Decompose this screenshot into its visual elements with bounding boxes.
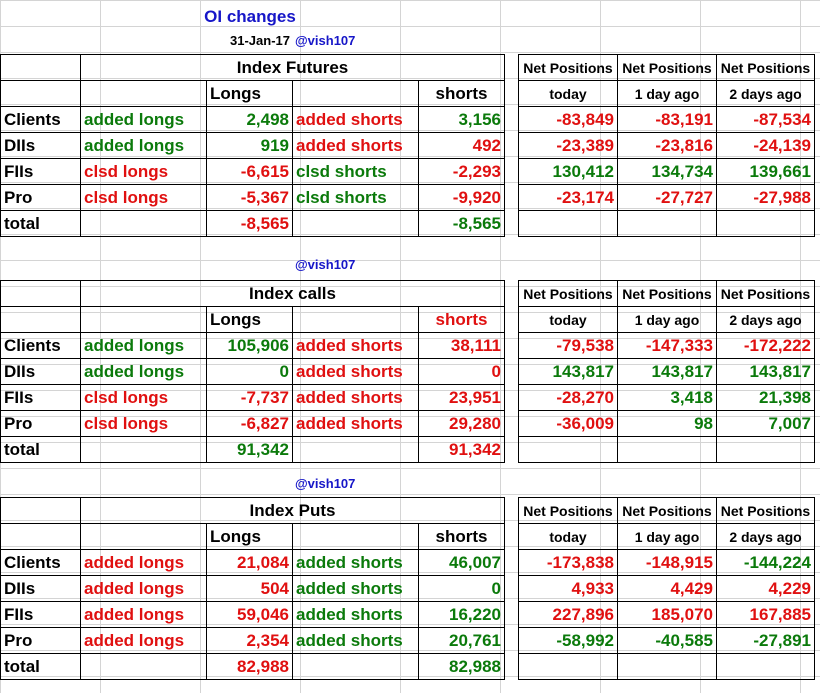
blank-cell (717, 211, 815, 237)
spacer-cell (505, 55, 519, 81)
total-row (1, 654, 815, 680)
net-position-value: -148,915 (618, 550, 717, 576)
total-row (1, 211, 815, 237)
blank-cell (519, 437, 618, 463)
blank-cell (717, 437, 815, 463)
participant-label: Clients (1, 107, 81, 133)
net-position-value: 21,398 (717, 385, 815, 411)
long-value: 2,498 (207, 107, 293, 133)
short-action-label: added shorts (293, 107, 419, 133)
spacer-cell (505, 628, 519, 654)
net-position-value: 4,429 (618, 576, 717, 602)
participant-label: Clients (1, 550, 81, 576)
net-position-value: 7,007 (717, 411, 815, 437)
net-positions-header: Net Positions (717, 55, 815, 81)
participant-label: DIIs (1, 359, 81, 385)
participant-label: Pro (1, 185, 81, 211)
total-short-value: 82,988 (419, 654, 505, 680)
blank-cell (717, 654, 815, 680)
net-positions-header: Net Positions (717, 281, 815, 307)
table-row (1, 576, 815, 602)
long-action-label: added longs (81, 133, 207, 159)
spacer-cell (505, 185, 519, 211)
short-value: -2,293 (419, 159, 505, 185)
long-value: -6,615 (207, 159, 293, 185)
total-long-value: -8,565 (207, 211, 293, 237)
net-position-value: -79,538 (519, 333, 618, 359)
table-row (1, 550, 815, 576)
net-period-header: 2 days ago (717, 81, 815, 107)
blank-cell (293, 307, 419, 333)
spacer-cell (505, 576, 519, 602)
net-period-header: 2 days ago (717, 524, 815, 550)
long-action-label: added longs (81, 628, 207, 654)
spacer-cell (505, 307, 519, 333)
blank-cell (1, 498, 81, 524)
longs-header: Longs (207, 81, 293, 107)
total-short-value: 91,342 (419, 437, 505, 463)
participant-label: Pro (1, 628, 81, 654)
short-action-label: clsd shorts (293, 185, 419, 211)
net-positions-header: Net Positions (519, 55, 618, 81)
net-position-value: -23,389 (519, 133, 618, 159)
blank-cell (618, 654, 717, 680)
total-label: total (1, 437, 81, 463)
table-row (1, 333, 815, 359)
spacer-cell (505, 602, 519, 628)
table-row (1, 185, 815, 211)
blank-cell (1, 81, 81, 107)
net-period-header: today (519, 307, 618, 333)
short-value: 16,220 (419, 602, 505, 628)
long-value: 919 (207, 133, 293, 159)
blank-cell (293, 211, 419, 237)
spacer-cell (505, 411, 519, 437)
short-action-label: clsd shorts (293, 159, 419, 185)
participant-label: FIIs (1, 602, 81, 628)
total-row (1, 437, 815, 463)
short-value: 3,156 (419, 107, 505, 133)
blank-cell (618, 437, 717, 463)
long-action-label: clsd longs (81, 185, 207, 211)
long-value: 504 (207, 576, 293, 602)
blank-cell (81, 654, 207, 680)
report-date: 31-Jan-17 (230, 33, 290, 48)
short-value: 0 (419, 576, 505, 602)
net-position-value: 143,817 (519, 359, 618, 385)
participant-label: FIIs (1, 385, 81, 411)
short-action-label: added shorts (293, 576, 419, 602)
short-value: 492 (419, 133, 505, 159)
blank-cell (81, 437, 207, 463)
total-short-value: -8,565 (419, 211, 505, 237)
net-position-value: -40,585 (618, 628, 717, 654)
longs-header: Longs (207, 307, 293, 333)
long-value: 2,354 (207, 628, 293, 654)
net-period-header: today (519, 81, 618, 107)
participant-label: DIIs (1, 576, 81, 602)
shorts-header: shorts (419, 307, 505, 333)
long-action-label: clsd longs (81, 411, 207, 437)
author-handle: @vish107 (295, 33, 356, 48)
net-position-value: -27,988 (717, 185, 815, 211)
blank-cell (81, 524, 207, 550)
total-label: total (1, 654, 81, 680)
blank-cell (519, 211, 618, 237)
long-value: -7,737 (207, 385, 293, 411)
spacer-cell (505, 281, 519, 307)
short-value: -9,920 (419, 185, 505, 211)
net-position-value: -23,816 (618, 133, 717, 159)
section-title-row (1, 281, 815, 307)
net-position-value: -144,224 (717, 550, 815, 576)
table-row (1, 133, 815, 159)
net-position-value: -28,270 (519, 385, 618, 411)
short-action-label: added shorts (293, 550, 419, 576)
net-position-value: -58,992 (519, 628, 618, 654)
blank-cell (81, 211, 207, 237)
short-value: 0 (419, 359, 505, 385)
spacer-cell (505, 333, 519, 359)
blank-cell (519, 654, 618, 680)
table-row (1, 602, 815, 628)
blank-cell (1, 307, 81, 333)
long-value: 21,084 (207, 550, 293, 576)
long-value: 59,046 (207, 602, 293, 628)
section-title: Index Puts (81, 498, 505, 524)
net-position-value: -172,222 (717, 333, 815, 359)
participant-label: Clients (1, 333, 81, 359)
spacer-cell (505, 437, 519, 463)
long-action-label: clsd longs (81, 385, 207, 411)
short-value: 20,761 (419, 628, 505, 654)
net-position-value: -147,333 (618, 333, 717, 359)
spacer-cell (505, 654, 519, 680)
net-position-value: 143,817 (717, 359, 815, 385)
short-action-label: added shorts (293, 333, 419, 359)
long-action-label: added longs (81, 576, 207, 602)
short-action-label: added shorts (293, 411, 419, 437)
table-row (1, 159, 815, 185)
short-action-label: added shorts (293, 359, 419, 385)
net-position-value: -173,838 (519, 550, 618, 576)
spacer-cell (505, 550, 519, 576)
long-action-label: clsd longs (81, 159, 207, 185)
short-action-label: added shorts (293, 602, 419, 628)
total-long-value: 82,988 (207, 654, 293, 680)
participant-label: Pro (1, 411, 81, 437)
section-title-row (1, 55, 815, 81)
net-position-value: -87,534 (717, 107, 815, 133)
spacer-cell (505, 81, 519, 107)
short-value: 38,111 (419, 333, 505, 359)
spacer-cell (505, 359, 519, 385)
net-positions-header: Net Positions (717, 498, 815, 524)
spacer-cell (505, 133, 519, 159)
oi-table (0, 280, 815, 463)
spacer-cell (505, 385, 519, 411)
long-value: -6,827 (207, 411, 293, 437)
table-row (1, 107, 815, 133)
net-period-header: 1 day ago (618, 81, 717, 107)
net-position-value: 143,817 (618, 359, 717, 385)
net-position-value: -27,891 (717, 628, 815, 654)
long-value: -5,367 (207, 185, 293, 211)
column-header-row (1, 81, 815, 107)
net-period-header: today (519, 524, 618, 550)
net-position-value: 134,734 (618, 159, 717, 185)
net-position-value: -27,727 (618, 185, 717, 211)
short-action-label: added shorts (293, 628, 419, 654)
short-value: 46,007 (419, 550, 505, 576)
participant-label: DIIs (1, 133, 81, 159)
net-positions-header: Net Positions (519, 498, 618, 524)
table-row (1, 359, 815, 385)
section-title-row (1, 498, 815, 524)
net-period-header: 2 days ago (717, 307, 815, 333)
short-action-label: added shorts (293, 385, 419, 411)
section-title: Index calls (81, 281, 505, 307)
total-long-value: 91,342 (207, 437, 293, 463)
table-row (1, 411, 815, 437)
long-action-label: added longs (81, 107, 207, 133)
blank-cell (293, 81, 419, 107)
net-position-value: -36,009 (519, 411, 618, 437)
long-action-label: added longs (81, 602, 207, 628)
net-positions-header: Net Positions (618, 498, 717, 524)
table-row (1, 385, 815, 411)
net-position-value: -23,174 (519, 185, 618, 211)
blank-cell (1, 524, 81, 550)
oi-table (0, 497, 815, 680)
net-positions-header: Net Positions (618, 55, 717, 81)
net-period-header: 1 day ago (618, 524, 717, 550)
blank-cell (1, 281, 81, 307)
participant-label: FIIs (1, 159, 81, 185)
blank-cell (293, 437, 419, 463)
net-position-value: -24,139 (717, 133, 815, 159)
blank-cell (81, 307, 207, 333)
section-title: Index Futures (81, 55, 505, 81)
sheet-title: OI changes (204, 7, 296, 26)
shorts-header: shorts (419, 81, 505, 107)
spacer-cell (505, 524, 519, 550)
net-period-header: 1 day ago (618, 307, 717, 333)
spacer-cell (505, 107, 519, 133)
net-position-value: -83,849 (519, 107, 618, 133)
net-positions-header: Net Positions (519, 281, 618, 307)
short-action-label: added shorts (293, 133, 419, 159)
short-value: 29,280 (419, 411, 505, 437)
long-action-label: added longs (81, 359, 207, 385)
blank-cell (81, 81, 207, 107)
net-position-value: 3,418 (618, 385, 717, 411)
blank-cell (293, 654, 419, 680)
net-position-value: 167,885 (717, 602, 815, 628)
long-action-label: added longs (81, 550, 207, 576)
blank-cell (1, 55, 81, 81)
oi-table (0, 54, 815, 237)
net-position-value: 227,896 (519, 602, 618, 628)
net-position-value: 185,070 (618, 602, 717, 628)
blank-cell (618, 211, 717, 237)
long-action-label: added longs (81, 333, 207, 359)
net-positions-header: Net Positions (618, 281, 717, 307)
column-header-row (1, 524, 815, 550)
long-value: 0 (207, 359, 293, 385)
net-position-value: 98 (618, 411, 717, 437)
spacer-cell (505, 159, 519, 185)
total-label: total (1, 211, 81, 237)
blank-cell (293, 524, 419, 550)
author-handle-2: @vish107 (295, 257, 356, 272)
net-position-value: -83,191 (618, 107, 717, 133)
net-position-value: 139,661 (717, 159, 815, 185)
spacer-cell (505, 498, 519, 524)
shorts-header: shorts (419, 524, 505, 550)
net-position-value: 4,933 (519, 576, 618, 602)
column-header-row (1, 307, 815, 333)
table-row (1, 628, 815, 654)
spacer-cell (505, 211, 519, 237)
author-handle-3: @vish107 (295, 476, 356, 491)
net-position-value: 130,412 (519, 159, 618, 185)
longs-header: Longs (207, 524, 293, 550)
short-value: 23,951 (419, 385, 505, 411)
long-value: 105,906 (207, 333, 293, 359)
net-position-value: 4,229 (717, 576, 815, 602)
